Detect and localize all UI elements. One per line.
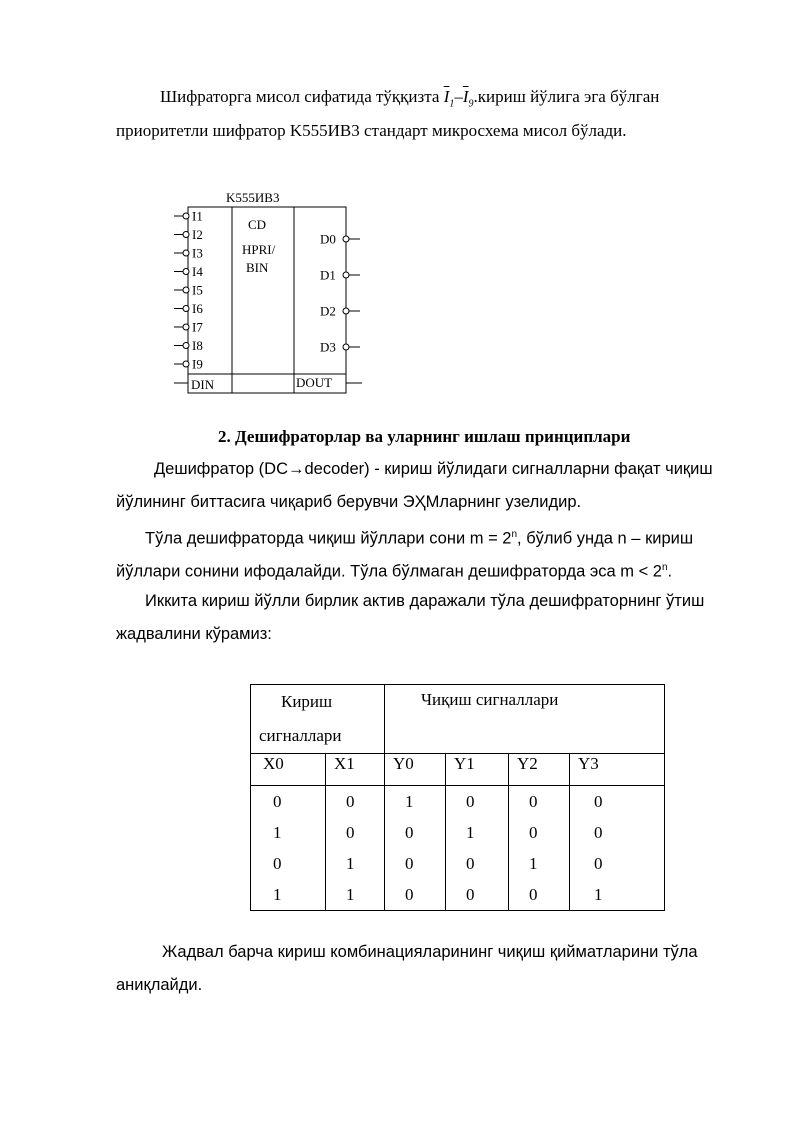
intro-text-2: приоритетли шифратор K555ИВ3 стандарт микросхема мисол бўлади. <box>116 121 627 140</box>
inversion-bubble <box>343 272 349 278</box>
table-cell: 1 <box>594 885 603 904</box>
paragraph-2-line-2 <box>116 551 672 589</box>
column-values-x1 <box>326 786 385 911</box>
output-pin-label: D1 <box>320 267 336 283</box>
inversion-bubble <box>343 236 349 242</box>
p2-text-1a: Тўла дешифраторда чиқиш йўллари сони m = 2 <box>145 529 512 548</box>
input-pin-label: I5 <box>192 282 203 298</box>
inversion-bubble <box>183 324 189 330</box>
k555iv3-chip-diagram <box>170 186 370 398</box>
output-pin-label: D0 <box>320 231 336 247</box>
closing-line-1 <box>162 935 698 969</box>
section-heading-text: 2. Дешифраторлар ва уларнинг ишлаш принциплари <box>218 427 631 446</box>
input-pin-label: I3 <box>192 245 203 261</box>
chip-func-label-2: BIN <box>246 260 269 275</box>
inversion-bubble <box>183 361 189 367</box>
table-cell: 0 <box>273 792 282 811</box>
table-cell: 0 <box>405 885 414 904</box>
p1-text-2: йўлининг биттасига чиқариб берувчи ЭҲМларнинг узелидир. <box>116 493 582 511</box>
column-header-y3: Y3 <box>570 754 665 786</box>
table-cell: 1 <box>273 885 282 904</box>
p3-text-1: Иккита кириш йўлли бирлик актив даражали тўла дешифраторнинг ўтиш <box>145 592 705 610</box>
column-header-y0: Y0 <box>385 754 446 786</box>
output-pin-label: D3 <box>320 339 336 355</box>
input-pin-label: I7 <box>192 319 203 335</box>
table-cell: 0 <box>466 854 475 873</box>
table-cell: 0 <box>273 854 282 873</box>
chip-dout-label: DOUT <box>296 375 333 390</box>
inversion-bubble <box>343 308 349 314</box>
paragraph-3-line-1 <box>145 584 704 618</box>
column-values-y1 <box>446 786 509 911</box>
chip-func-label-1: HPRI/ <box>242 242 276 257</box>
p2-text-1b: , бўлиб унда n – кириш <box>517 529 694 548</box>
p2-sup-1: n <box>511 529 518 540</box>
column-values-y0 <box>385 786 446 911</box>
paragraph-1-line-1 <box>154 452 713 486</box>
table-cell: 1 <box>346 854 355 873</box>
inversion-bubble <box>183 232 189 238</box>
table-header-row-1 <box>251 685 665 754</box>
paragraph-2-line-1 <box>145 518 693 556</box>
input-pin-label: I2 <box>192 227 203 242</box>
intro-line-2 <box>116 114 627 148</box>
formula-i-last: $\overline{I}$ <box>462 87 469 106</box>
inversion-bubble <box>183 306 189 312</box>
table-cell: 1 <box>529 854 538 873</box>
column-header-x0: X0 <box>251 754 326 786</box>
table-cell: 1 <box>405 792 414 811</box>
table-cell: 0 <box>529 823 538 842</box>
chip-outputs <box>320 232 360 355</box>
table-cell: 0 <box>594 823 603 842</box>
formula-i-last-sub: 9 <box>468 98 474 110</box>
chip-inputs <box>174 209 203 372</box>
table-cell: 0 <box>405 854 414 873</box>
table-data-row <box>251 786 665 911</box>
chip-din-label: DIN <box>191 377 215 392</box>
formula-i-first-sub: 1 <box>449 98 455 110</box>
table-header-row-2 <box>251 754 665 786</box>
inversion-bubble <box>183 343 189 349</box>
table-cell: 0 <box>405 823 414 842</box>
column-values-x0 <box>251 786 326 911</box>
input-pin-label: I8 <box>192 338 203 353</box>
inversion-bubble <box>183 287 189 293</box>
p2-text-2a: йўллари сонини ифодалайди. Тўла бўлмаган дешифраторда эса m < 2 <box>116 562 662 581</box>
table-cell: 0 <box>529 792 538 811</box>
input-header-line-2: сигналлари <box>259 726 342 745</box>
table-cell: 1 <box>273 823 282 842</box>
inversion-bubble <box>183 250 189 256</box>
input-pin-label: I9 <box>192 356 203 372</box>
closing-text-2: аниқлайди. <box>116 976 203 994</box>
p2-sup-2: n <box>661 562 668 573</box>
truth-table <box>250 684 665 911</box>
column-values-y2 <box>509 786 570 911</box>
input-signals-header <box>251 685 385 754</box>
intro-text-post: .кириш йўлига эга бўлган <box>473 87 660 106</box>
closing-line-2 <box>116 968 202 1002</box>
inversion-bubble <box>183 269 189 275</box>
formula-dash: – <box>454 87 463 106</box>
input-header-line-1: Кириш <box>281 692 333 711</box>
closing-text-1: Жадвал барча кириш комбинацияларининг чиқиш қийматларини тўла <box>162 943 698 961</box>
table-cell: 0 <box>346 823 355 842</box>
chip-cd-label: CD <box>248 217 267 232</box>
table-cell: 1 <box>466 823 475 842</box>
paragraph-3-line-2 <box>116 617 272 651</box>
column-values-y3 <box>570 786 665 911</box>
formula-i-first: $\overline{I}$ <box>443 87 450 106</box>
input-pin-label: I1 <box>192 208 203 224</box>
table-cell: 0 <box>466 885 475 904</box>
output-header-text: Чиқиш сигналлари <box>421 690 559 709</box>
table-cell: 0 <box>529 885 538 904</box>
paragraph-1-line-2 <box>116 485 581 519</box>
inversion-bubble <box>343 344 349 350</box>
p2-text-2b: . <box>667 562 673 581</box>
column-header-x1: X1 <box>326 754 385 786</box>
inversion-bubble <box>183 213 189 219</box>
table-cell: 1 <box>346 885 355 904</box>
p1-text-1: Дешифратор (DC→decoder) - кириш йўлидаги сигналларни фақат чиқиш <box>154 460 713 478</box>
table-cell: 0 <box>466 792 475 811</box>
output-pin-label: D2 <box>320 303 336 319</box>
column-header-y2: Y2 <box>509 754 570 786</box>
chip-title: K555ИВ3 <box>226 190 280 205</box>
table-cell: 0 <box>346 792 355 811</box>
input-pin-label: I4 <box>192 264 203 279</box>
table-cell: 0 <box>594 792 603 811</box>
section-heading <box>218 420 630 454</box>
intro-text: Шифраторга мисол сифатида тўққизта <box>160 87 440 106</box>
table-cell: 0 <box>594 854 603 873</box>
output-signals-header <box>385 685 665 754</box>
formula-i1-i9 <box>443 87 474 110</box>
column-header-y1: Y1 <box>446 754 509 786</box>
input-pin-label: I6 <box>192 301 203 316</box>
p3-text-2: жадвалини кўрамиз: <box>116 625 272 643</box>
